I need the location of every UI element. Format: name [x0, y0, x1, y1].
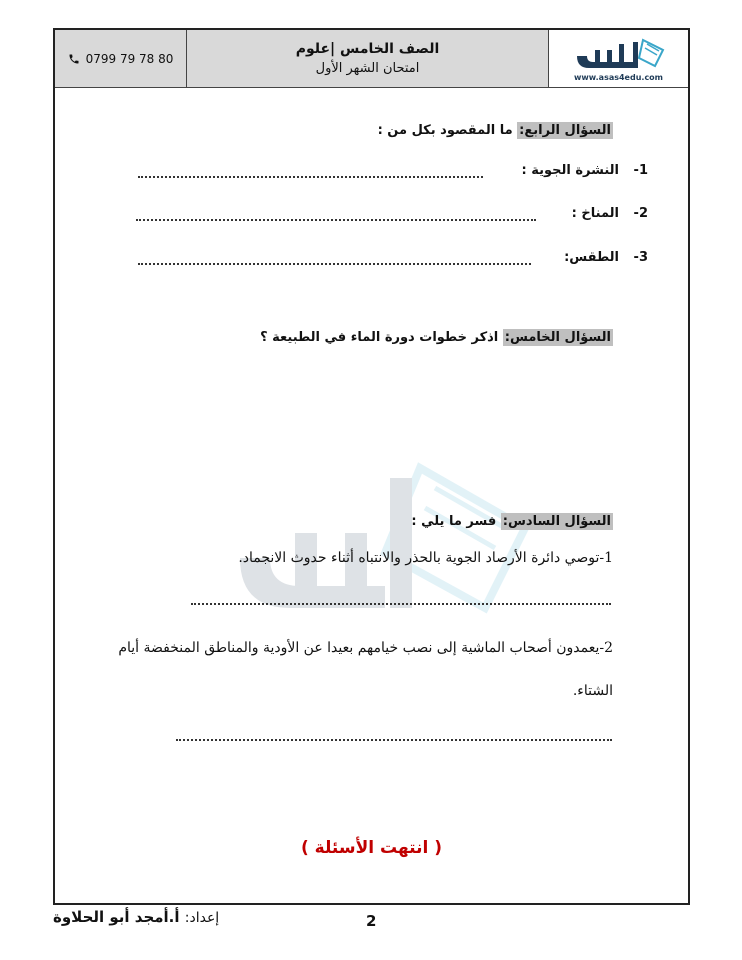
question-4-tag: السؤال الرابع: [519, 123, 611, 138]
phone-box [55, 30, 187, 87]
page-number: 2 [366, 912, 377, 930]
q4-item-3-num: 3- [633, 250, 648, 265]
author-name: أ.أمجد أبو الحلاوة [53, 908, 180, 926]
q6-answer-line-1[interactable] [191, 603, 611, 605]
question-4-text: ما المقصود بكل من : [377, 123, 518, 138]
footer-author [53, 908, 219, 926]
logo-box [549, 30, 688, 87]
asas-logo [573, 36, 665, 72]
phone-number: 0799 79 78 80 [85, 51, 174, 66]
subject-title: الصف الخامس |علوم [295, 40, 440, 57]
question-4-heading [378, 123, 613, 138]
q4-item-3-label: الطقس: [564, 250, 620, 265]
q6-item-2-line-2: الشتاء. [572, 683, 613, 699]
q4-item-1-num: 1- [633, 163, 648, 178]
q6-item-1: 1-توصي دائرة الأرصاد الجوية بالحذر والانتباه أثناء حدوث الانجماد. [238, 550, 613, 566]
title-box [187, 30, 549, 87]
q4-item-2-num: 2- [633, 206, 648, 221]
question-6-tag: السؤال السادس: [502, 514, 611, 529]
logo-url: www.asas4edu.com [573, 72, 664, 82]
q6-answer-line-2[interactable] [176, 739, 612, 741]
exam-title: امتحان الشهر الأول [315, 60, 420, 76]
phone-icon [68, 53, 80, 65]
question-5-heading [260, 330, 613, 345]
q4-answer-line-1[interactable] [138, 176, 483, 178]
question-5-tag: السؤال الخامس: [504, 330, 611, 345]
q4-answer-line-3[interactable] [138, 263, 531, 265]
question-6-heading [411, 514, 613, 529]
prepared-by-label: إعداد: [184, 910, 220, 926]
q4-item-1 [522, 163, 649, 178]
end-of-questions-note: ( انتهت الأسئلة ) [300, 838, 443, 858]
page-header [55, 30, 688, 88]
q4-item-1-label: النشرة الجوية : [521, 163, 620, 178]
page-frame [53, 28, 690, 905]
q4-item-2-label: المناخ : [571, 206, 620, 221]
q6-item-2-line-1: 2-يعمدون أصحاب الماشية إلى نصب خيامهم بعيدا عن الأودية والمناطق المنخفضة أيام [118, 640, 613, 656]
q4-item-3 [564, 250, 648, 265]
question-6-text: فسر ما يلي : [411, 514, 501, 529]
q4-item-2 [572, 206, 648, 221]
q4-answer-line-2[interactable] [136, 219, 536, 221]
question-5-text: اذكر خطوات دورة الماء في الطبيعة ؟ [260, 330, 503, 345]
